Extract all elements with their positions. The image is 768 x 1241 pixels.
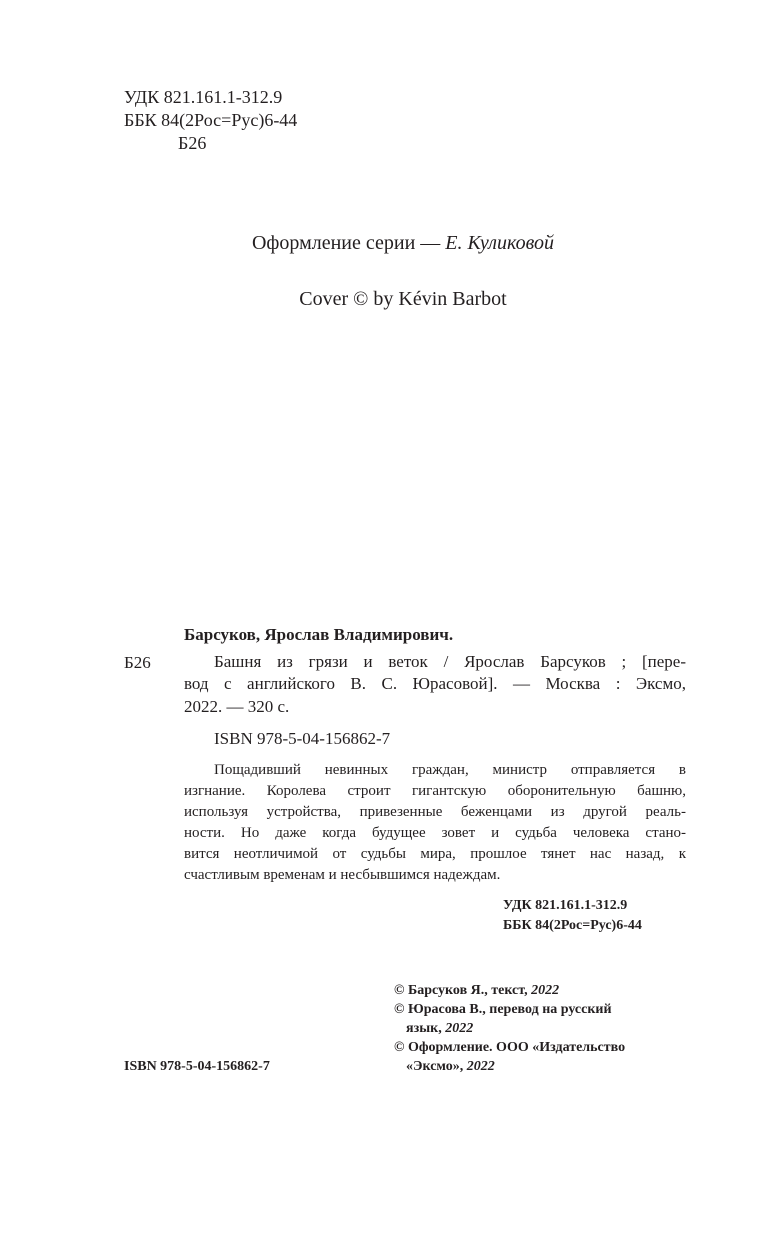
udk-code: УДК 821.161.1-312.9 (124, 87, 283, 107)
series-design-name: Е. Куликовой (445, 232, 555, 254)
copyright-author: © Барсуков Я., текст, 2022 (394, 983, 560, 998)
annotation-line: ности. Но даже когда будущее зовет и судьба человека стано- (184, 825, 686, 841)
record-bbk: ББК 84(2Рос=Рус)6-44 (503, 918, 642, 933)
record-udk: УДК 821.161.1-312.9 (503, 898, 628, 913)
copyright-translation: © Юрасова В., перевод на русский (394, 1002, 612, 1017)
description-line: 2022. — 320 с. (184, 697, 290, 716)
annotation-line: вится неотличимой от судьбы мира, прошлое тянет нас назад, к (184, 846, 686, 862)
footer-isbn: ISBN 978-5-04-156862-7 (124, 1059, 270, 1074)
annotation-line: счастливым временам и несбывшимся надеждам. (184, 867, 501, 883)
series-design-credit (0, 232, 768, 255)
series-design-label: Оформление серии — (251, 232, 441, 254)
record-author: Барсуков, Ярослав Владимирович. (184, 625, 454, 644)
copyright-design-cont: «Эксмо», 2022 (406, 1059, 495, 1074)
description-line: вод с английского В. С. Юрасовой]. — Москва : Эксмо, (184, 674, 686, 693)
record-isbn: ISBN 978-5-04-156862-7 (214, 729, 391, 748)
annotation-line: Пощадивший невинных граждан, министр отправляется в (214, 762, 686, 778)
description-line: Башня из грязи и веток / Ярослав Барсуков ; [пере- (214, 652, 686, 671)
annotation-line: используя устройства, привезенные беженцами из другой реаль- (184, 804, 686, 820)
copyright-design: © Оформление. ООО «Издательство (394, 1040, 626, 1055)
cover-credit: Cover © by Kévin Barbot (299, 288, 507, 310)
bbk-code: ББК 84(2Рос=Рус)6-44 (124, 110, 298, 130)
copyright-translation-cont: язык, 2022 (406, 1021, 474, 1036)
annotation-line: изгнание. Королева строит гигантскую оборонительную башню, (184, 783, 686, 799)
record-author-mark: Б26 (124, 653, 151, 672)
author-mark: Б26 (178, 133, 207, 153)
